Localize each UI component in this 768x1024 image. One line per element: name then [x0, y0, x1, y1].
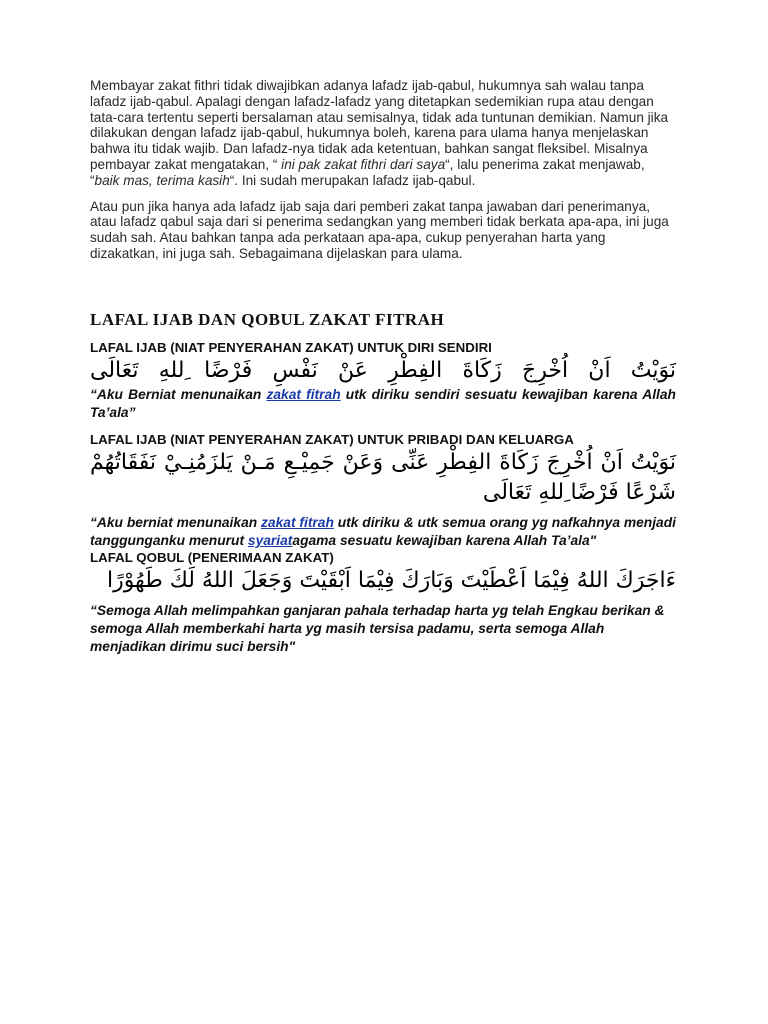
zakat-fitrah-link[interactable]: zakat fitrah	[266, 386, 341, 402]
ijab-self-translation: “Aku Berniat menunaikan zakat fitrah utk diriku sendiri sesuatu kewajiban karena Allah Ta’ala”	[90, 386, 676, 420]
qobul-translation: “Semoga Allah melimpahkan ganjaran pahala terhadap harta yg telah Engkau berikan & semoga Allah memberkahi harta yg masih tersisa padamu, serta semoga Allah menjadikan dirimu suci bersih"	[90, 602, 665, 654]
ijab-family-translation: “Aku berniat menunaikan zakat fitrah utk diriku & utk semua orang yg nafkahnya menjadi tanggunganku menurut syariatagama sesuatu kewajiban karena Allah Ta’ala"	[90, 514, 676, 548]
zakat-fitrah-link[interactable]: zakat fitrah	[261, 514, 334, 530]
syariat-link[interactable]: syariat	[247, 532, 293, 548]
ijab-family-arabic: نَوَيْتُ اَنْ اُخْرِجَ زَكَاةَ الفِطْرِ عَنِّى وَعَنْ جَمِيْـعِ مَـنْ يَلزَمُنِـيْ نَفَقَاتُهُمْ شَرْعًا فَرْضًا ِللهِ تَعَالَى	[90, 449, 676, 505]
intro-text: “. Ini sudah merupakan lafadz ijab-qabul.	[229, 172, 476, 188]
qobul-arabic: ءَاجَرَكَ اللهُ فِيْمَا اَعْطَيْتَ وَبَارَكَ فِيْمَا اَبْقَيْتَ وَجَعَلَ اللهُ لَكَ طَهُوْرًا	[106, 567, 676, 593]
document-page	[90, 78, 676, 656]
intro-text: Membayar zakat fithri tidak diwajibkan adanya lafadz ijab-qabul, hukumnya sah walau tanpa lafadz ijab-qabul. Apalagi dengan lafadz-lafadz yang ditetapkan sedemikian rupa atau dengan tata-cara tertentu seperti bersalaman atau semisalnya, tidak ada tuntunan demikian. Namun jika dilakukan dengan lafadz ijab-qabul, hukumnya boleh, karena para ulama hanya menjelaskan bahwa itu tidak wajib. Dan lafadz-nya tidak ada ketentuan, bahkan sangat fleksibel. Misalnya pembayar zakat mengatakan, “	[90, 78, 669, 172]
ijab-self-arabic: نَوَيْتُ اَنْ اُخْرِجَ زَكَاةَ الفِطْرِ عَنْ نَفْسِ فَرْضًا ِللهِ تَعَالَى	[90, 357, 676, 383]
ijab-family-heading: LAFAL IJAB (NIAT PENYERAHAN ZAKAT) UNTUK PRIBADI DAN KELUARGA	[90, 431, 574, 447]
intro-paragraph-1	[90, 78, 676, 189]
ijab-self-heading: LAFAL IJAB (NIAT PENYERAHAN ZAKAT) UNTUK DIRI SENDIRI	[90, 339, 492, 355]
intro-paragraph-2: Atau pun jika hanya ada lafadz ijab saja dari pemberi zakat tanpa jawaban dari penerimanya, atau lafadz qabul saja dari si penerima sedangkan yang memberi tidak berkata apa-apa, ini juga sudah sah. Atau bahkan tanpa ada perkataan apa-apa, cukup penyerahan harta yang dizakatkan, ini juga sah. Sebagaimana dijelaskan para ulama.	[90, 198, 669, 261]
section-title: LAFAL IJAB DAN QOBUL ZAKAT FITRAH	[90, 309, 445, 329]
example-quote-receiver: baik mas, terima kasih	[94, 172, 230, 188]
intro-text: “, lalu penerima zakat menjawab, “	[90, 156, 645, 188]
qobul-heading: LAFAL QOBUL (PENERIMAAN ZAKAT)	[90, 549, 334, 565]
example-quote-giver: ini pak zakat fithri dari saya	[277, 156, 446, 172]
